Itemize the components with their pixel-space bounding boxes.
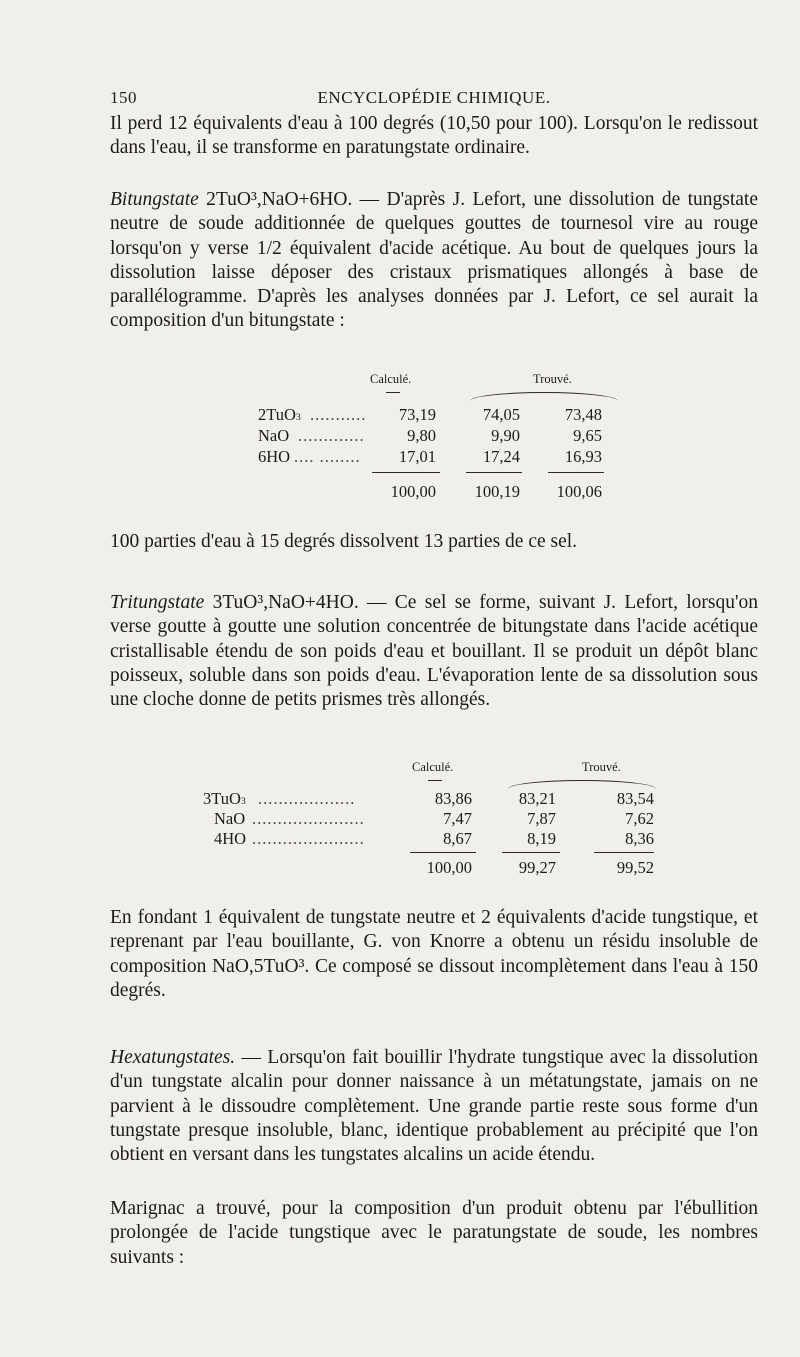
leader-dots: ........... <box>310 405 367 424</box>
section-title-hexatungstates: Hexatungstates. <box>110 1047 236 1068</box>
leader-dots: ...................... <box>252 829 365 848</box>
sum-rule <box>594 852 654 853</box>
value-trouve-1: 83,21 <box>518 789 556 808</box>
paragraph-solubility: 100 parties d'eau à 15 degrés dissolvent 13 parties de ce sel. <box>110 531 578 552</box>
row-label: 2TuO$^3$ <box>258 405 301 424</box>
section-title-tritungstate: Tritungstate <box>110 592 205 613</box>
paragraph-dehydration: Il perd 12 équivalents d'eau à 100 degrés (10,50 pour 100). Lorsqu'on le redissout dans l'eau, il se transforme en paratungstate ordinaire. <box>110 113 758 159</box>
row-label: NaO <box>258 426 290 445</box>
value-calcule: 8,67 <box>443 829 472 848</box>
page-number: 150 <box>110 88 137 107</box>
value-calcule: 7,47 <box>443 809 472 828</box>
value-trouve-1: 17,24 <box>482 447 520 466</box>
paragraph-marignac: Marignac a trouvé, pour la composition d'un produit obtenu par l'ébullition prolongée de l'acide tungstique avec le paratungstate de soude, les nombres suivants : <box>110 1198 758 1268</box>
row-label: 4HO <box>214 829 247 848</box>
value-trouve-1: 7,87 <box>527 809 556 828</box>
value-calcule: 17,01 <box>398 447 436 466</box>
paragraph-knorre: En fondant 1 équivalent de tungstate neutre et 2 équivalents d'acide tungstique, et reprenant par l'eau bouillante, G. von Knorre a obtenu un résidu insoluble de composition NaO,5TuO³. Ce composé se dissout incomplètement dans l'eau à 150 degrés. <box>110 907 758 1001</box>
value-trouve-1: 74,05 <box>482 405 520 424</box>
column-header-trouve: Trouvé. <box>582 760 621 774</box>
sum-rule <box>502 852 560 853</box>
text-bitungstate: D'après J. Lefort, une dissolution de tungstate neutre de soude additionnée de quelques gouttes de tournesol vire au rouge lorsqu'on y verse 1/2 équivalent d'acide acétique. Au bout de quelques jours la dissolution laisse déposer des cristaux prismatiques allongés à base de parallélogramme. D'après les analyses données par J. Lefort, ce sel aurait la composition d'un bitungstate : <box>110 189 759 332</box>
brace-trouve <box>508 780 656 789</box>
value-trouve-2: 83,54 <box>616 789 654 808</box>
row-label: 6HO <box>258 447 291 466</box>
leader-dots: ............. <box>298 426 365 445</box>
formula-tritungstate: 3TuO³,NaO+4HO. — <box>204 592 395 613</box>
dash-rule <box>428 780 442 781</box>
total-trouve-2: 99,52 <box>616 858 654 877</box>
total-calcule: 100,00 <box>390 482 436 501</box>
formula-bitungstate: 2TuO³,NaO+6HO. — <box>198 189 387 210</box>
row-label: NaO <box>214 809 246 828</box>
value-trouve-1: 9,90 <box>491 426 520 445</box>
total-trouve-2: 100,06 <box>556 482 602 501</box>
running-title: ENCYCLOPÉDIE CHIMIQUE. <box>317 88 551 107</box>
total-trouve-1: 100,19 <box>474 482 520 501</box>
row-label: 3TuO$^3$ <box>203 789 246 808</box>
value-trouve-2: 73,48 <box>564 405 602 424</box>
total-trouve-1: 99,27 <box>518 858 556 877</box>
total-calcule: 100,00 <box>426 858 472 877</box>
sum-rule <box>410 852 476 853</box>
leader-dots: .... ........ <box>294 447 361 466</box>
leader-dots: ................... <box>258 789 356 808</box>
column-header-trouve: Trouvé. <box>533 372 572 386</box>
value-trouve-1: 8,19 <box>527 829 556 848</box>
value-calcule: 9,80 <box>407 426 436 445</box>
text-hexatungstates: — Lorsqu'on fait bouillir l'hydrate tungstique avec la dissolution d'un tungstate alcalin pour donner naissance à un métatungstate, jamais on ne parvient à le dissoudre complètement. Une grande partie reste sous forme d'un tungstate presque insoluble, blanc, identique probablement au précipité que l'on obtient en versant dans les tungstates alcalins un acide étendu. <box>110 1047 758 1166</box>
column-header-calcule: Calculé. <box>370 372 412 386</box>
leader-dots: ...................... <box>252 809 365 828</box>
value-trouve-2: 7,62 <box>625 809 654 828</box>
value-calcule: 73,19 <box>398 405 436 424</box>
value-trouve-2: 16,93 <box>564 447 602 466</box>
value-trouve-2: 9,65 <box>573 426 602 445</box>
text-tritungstate: Ce sel se forme, suivant J. Lefort, lorsqu'on verse goutte à goutte une solution concentrée de bitungstate dans l'acide acétique cristallisable étendu de son poids d'eau et bouillant. Il se produit un dépôt blanc poisseux, soluble dans son poids d'eau. L'évaporation lente de sa dissolution sous une cloche donne de petits prismes très allongés. <box>110 592 758 711</box>
section-title-bitungstate: Bitungstate <box>110 189 199 210</box>
column-header-calcule: Calculé. <box>412 760 454 774</box>
paragraph-hexatungstates <box>110 1046 758 1167</box>
value-calcule: 83,86 <box>434 789 472 808</box>
value-trouve-2: 8,36 <box>625 829 654 848</box>
